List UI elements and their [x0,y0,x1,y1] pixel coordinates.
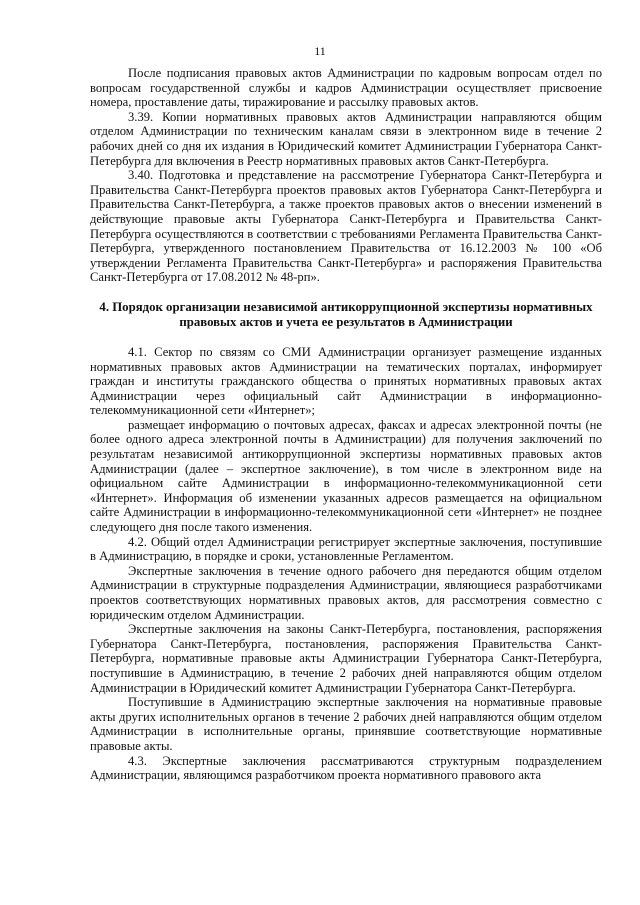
paragraph-transfer: Экспертные заключения в течение одного рабочего дня передаются общим отделом Администрации в структурные подразделения Администрации, являющиеся разработчиками проектов соответствующих нормативных правовых актов, для рассмотрения совместно с юридическим отделом Администрации. [90,563,602,622]
paragraph-4-2: 4.2. Общий отдел Администрации регистрирует экспертные заключения, поступившие в Администрацию, в порядке и сроки, установленные Регламентом. [90,534,602,564]
section-heading: 4. Порядок организации независимой антикоррупционной экспертизы нормативных правовых актов и учета ее результатов в Администрации [99,299,593,329]
document-body [90,66,602,783]
paragraph-signing: После подписания правовых актов Администрации по кадровым вопросам отдел по вопросам государственной службы и кадров Администрации осуществляет присвоение номера, проставление даты, тиражирование и рассылку правовых актов. [90,66,602,110]
paragraph-3-40: 3.40. Подготовка и представление на рассмотрение Губернатора Санкт-Петербурга и Правительства Санкт-Петербурга проектов правовых актов Губернатора Санкт-Петербурга и Правительства Санкт-Петербурга, а также проектов правовых актов о внесении изменений в действующие правовые акты Губернатора Санкт-Петербурга и Правительства Санкт-Петербурга осуществляются в соответствии с требованиями Регламента Правительства Санкт-Петербурга, утвержденного постановлением Правительства от 16.12.2003 № 100 «Об утверждении Регламента Правительства Санкт-Петербурга» и распоряжения Правительства Санкт-Петербурга от 17.08.2012 № 48-рп». [90,168,602,285]
paragraph-4-1: 4.1. Сектор по связям со СМИ Администрации организует размещение изданных нормативных правовых актов Администрации на тематических порталах, информирует граждан и институты гражданского общества о принятых нормативных правовых актах Администрации через официальный сайт Администрации в информационно-телекоммуникационной сети «Интернет»; [90,344,602,418]
page-number: 11 [314,44,326,58]
paragraph-4-3: 4.3. Экспертные заключения рассматриваются структурным подразделением Администрации, являющимся разработчиком проекта нормативного правового акта [90,753,602,783]
paragraph-addresses: размещает информацию о почтовых адресах, факсах и адресах электронной почты (не более одного адреса электронной почты в Администрации) для получения заключений по результатам независимой антикоррупционной экспертизы нормативных правовых актов Администрации (далее – экспертное заключение), в том числе в электронном виде на официальном сайте Администрации в информационно-телекоммуникационной сети «Интернет». Информация об изменении указанных адресов размещается на официальном сайте Администрации в информационно-телекоммуникационной сети «Интернет» не позднее следующего дня после такого изменения. [90,417,602,535]
paragraph-3-39: 3.39. Копии нормативных правовых актов Администрации направляются общим отделом Администрации по техническим каналам связи в электронном виде в течение 2 рабочих дней со дня их издания в Юридический комитет Администрации Губернатора Санкт-Петербурга для включения в Реестр нормативных правовых актов Санкт-Петербурга. [90,109,602,168]
paragraph-laws: Экспертные заключения на законы Санкт-Петербурга, постановления, распоряжения Губернатора Санкт-Петербурга, постановления, распоряжения Правительства Санкт-Петербурга, нормативные правовые акты Администрации Губернатора Санкт-Петербурга, поступившие в Администрацию, в течение 2 рабочих дней направляются общим отделом Администрации в Юридический комитет Администрации Губернатора Санкт-Петербурга. [90,622,602,695]
paragraph-other-organs: Поступившие в Администрацию экспертные заключения на нормативные правовые акты других исполнительных органов в течение 2 рабочих дней направляются общим отделом Администрации в исполнительные органы, принявшие соответствующие нормативные правовые акты. [90,695,602,753]
